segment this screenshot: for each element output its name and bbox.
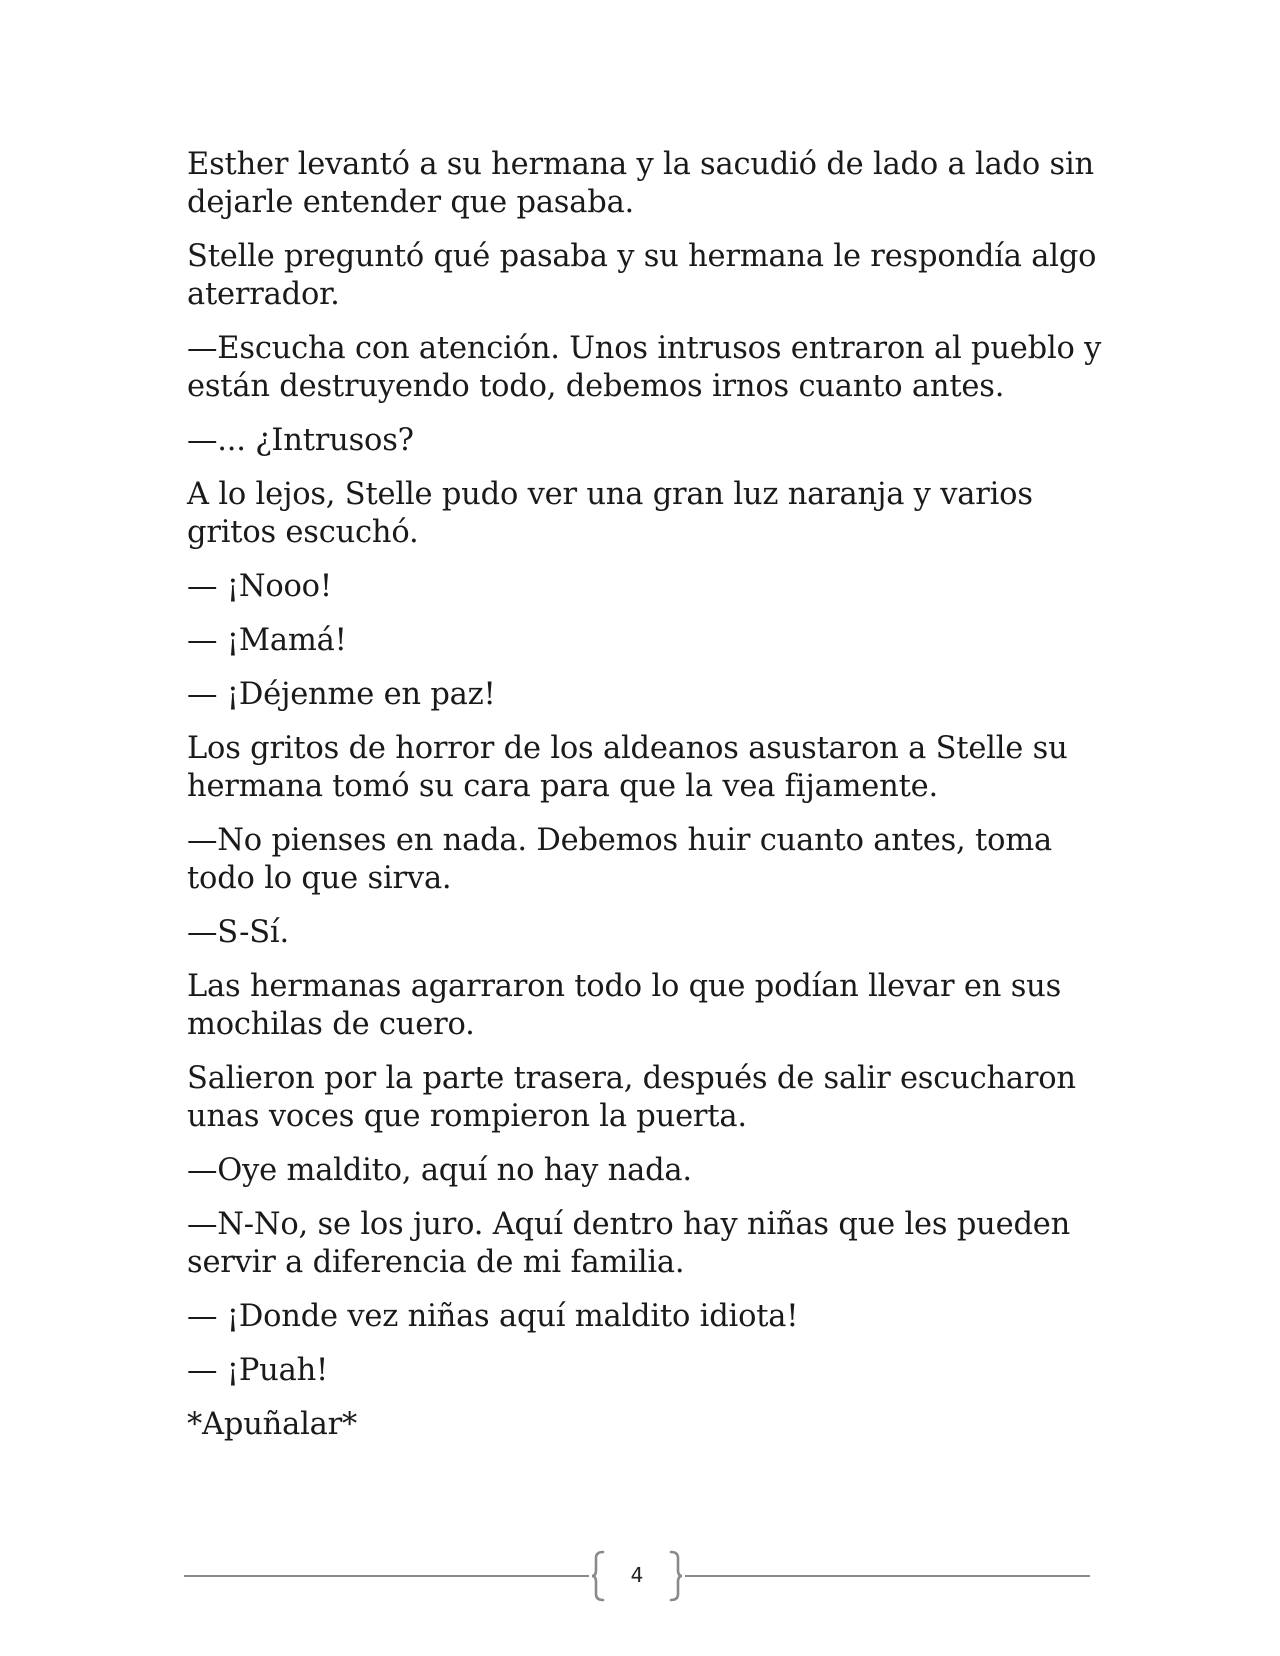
paragraph: Stelle preguntó qué pasaba y su hermana le respondía algo aterrador. — [187, 239, 1097, 312]
paragraph: Salieron por la parte trasera, después de salir escucharon unas voces que rompieron la puerta. — [187, 1061, 1076, 1134]
paragraph: A lo lejos, Stelle pudo ver una gran luz naranja y varios gritos escuchó. — [187, 477, 1033, 550]
body-text — [187, 146, 1107, 1460]
paragraph: — ¡Puah! — [187, 1353, 329, 1388]
paragraph: *Apuñalar* — [187, 1407, 358, 1442]
paragraph: —No pienses en nada. Debemos huir cuanto antes, toma todo lo que sirva. — [187, 823, 1052, 896]
paragraph: — ¡Donde vez niñas aquí maldito idiota! — [187, 1299, 799, 1334]
paragraph: — ¡Nooo! — [187, 569, 332, 604]
left-brace-icon — [590, 1550, 606, 1602]
right-brace-icon — [668, 1550, 684, 1602]
page-footer — [184, 1548, 1090, 1604]
paragraph: Los gritos de horror de los aldeanos asustaron a Stelle su hermana tomó su cara para que la vea fijamente. — [187, 731, 1068, 804]
paragraph: Las hermanas agarraron todo lo que podían llevar en sus mochilas de cuero. — [187, 969, 1062, 1042]
paragraph: —... ¿Intrusos? — [187, 423, 414, 458]
footer-rule-right — [685, 1575, 1090, 1577]
page-number: 4 — [630, 1563, 644, 1587]
paragraph: —S-Sí. — [187, 915, 289, 950]
paragraph: — ¡Déjenme en paz! — [187, 677, 496, 712]
paragraph: —N-No, se los juro. Aquí dentro hay niñas que les pueden servir a diferencia de mi familia. — [187, 1207, 1071, 1280]
paragraph: — ¡Mamá! — [187, 623, 347, 658]
paragraph: —Escucha con atención. Unos intrusos entraron al pueblo y están destruyendo todo, debemos irnos cuanto antes. — [187, 331, 1102, 404]
paragraph: Esther levantó a su hermana y la sacudió de lado a lado sin dejarle entender que pasaba. — [187, 147, 1094, 220]
footer-rule-left — [184, 1575, 589, 1577]
paragraph: —Oye maldito, aquí no hay nada. — [187, 1153, 692, 1188]
